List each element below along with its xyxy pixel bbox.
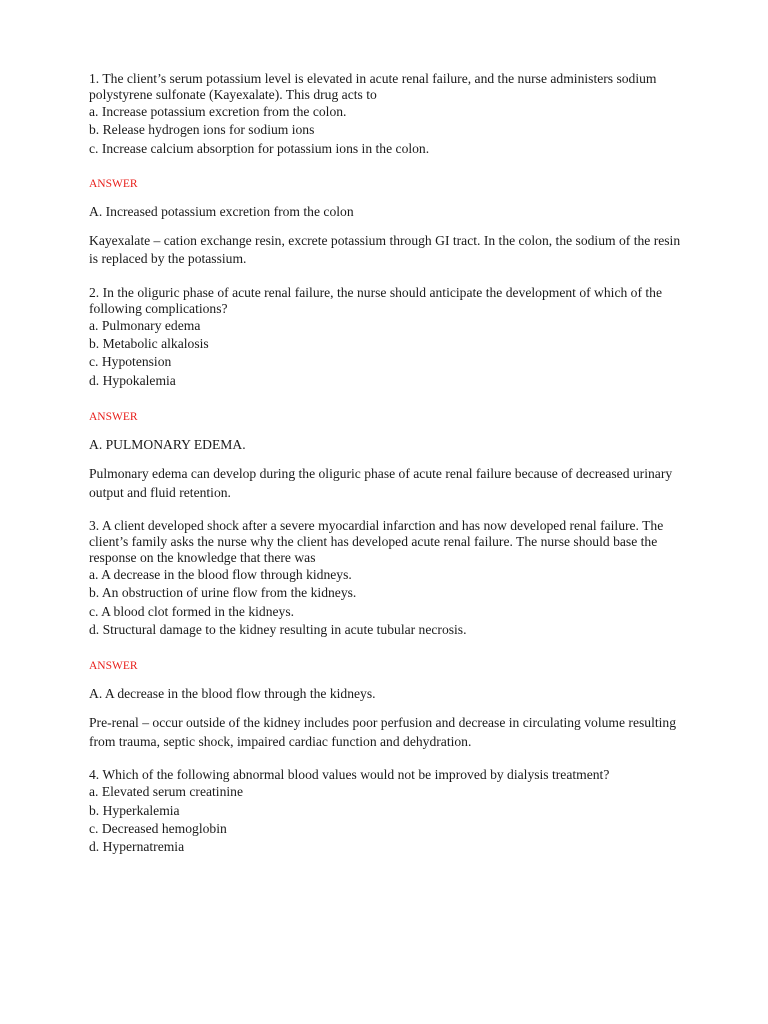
option-b: b. Hyperkalemia <box>89 802 180 818</box>
document-page <box>89 71 689 856</box>
question-text: 2. In the oliguric phase of acute renal failure, the nurse should anticipate the development of which of the following complications? <box>89 284 663 316</box>
option-a: a. Increase potassium excretion from the colon. <box>89 104 347 119</box>
option-c: c. Hypotension <box>89 354 172 370</box>
question-1 <box>89 71 689 158</box>
option-d: d. Structural damage to the kidney resulting in acute tubular necrosis. <box>89 621 467 637</box>
explanation-text: Kayexalate – cation exchange resin, excrete potassium through GI tract. In the colon, the sodium of the resin is replaced by the potassium. <box>89 232 681 267</box>
question-3 <box>89 518 689 639</box>
option-b: b. Metabolic alkalosis <box>89 336 209 352</box>
question-text: 1. The client’s serum potassium level is elevated in acute renal failure, and the nurse administers sodium polystyrene sulfonate (Kayexalate). This drug acts to <box>89 71 657 102</box>
option-d: d. Hypokalemia <box>89 372 176 388</box>
answer-text: A. A decrease in the blood flow through the kidneys. <box>89 686 376 702</box>
option-c: c. Decreased hemoglobin <box>89 820 227 836</box>
option-b: b. An obstruction of urine flow from the kidneys. <box>89 585 357 601</box>
explanation-text: Pre-renal – occur outside of the kidney includes poor perfusion and decrease in circulating volume resulting from trauma, septic shock, impaired cardiac function and dehydration. <box>89 715 676 749</box>
explanation-text: Pulmonary edema can develop during the oliguric phase of acute renal failure because of decreased urinary output and fluid retention. <box>89 466 673 500</box>
question-4 <box>89 767 689 856</box>
answer-label: ANSWER <box>89 411 138 424</box>
option-b: b. Release hydrogen ions for sodium ions <box>89 122 315 138</box>
option-a: a. A decrease in the blood flow through kidneys. <box>89 567 352 583</box>
option-a: a. Pulmonary edema <box>89 317 201 333</box>
question-text: 4. Which of the following abnormal blood values would not be improved by dialysis treatment? <box>89 767 610 783</box>
question-2 <box>89 285 689 390</box>
answer-label: ANSWER <box>89 177 138 190</box>
option-c: c. A blood clot formed in the kidneys. <box>89 603 295 619</box>
option-a: a. Elevated serum creatinine <box>89 784 243 800</box>
option-c: c. Increase calcium absorption for potassium ions in the colon. <box>89 140 430 156</box>
answer-label: ANSWER <box>89 660 138 673</box>
option-d: d. Hypernatremia <box>89 839 185 855</box>
answer-text: A. PULMONARY EDEMA. <box>89 437 246 453</box>
question-text: 3. A client developed shock after a severe myocardial infarction and has now developed renal failure. The client’s family asks the nurse why the client has developed acute renal failure. The nurse should base the response on the knowledge that there was <box>89 518 664 566</box>
answer-text: A. Increased potassium excretion from the colon <box>89 203 354 219</box>
